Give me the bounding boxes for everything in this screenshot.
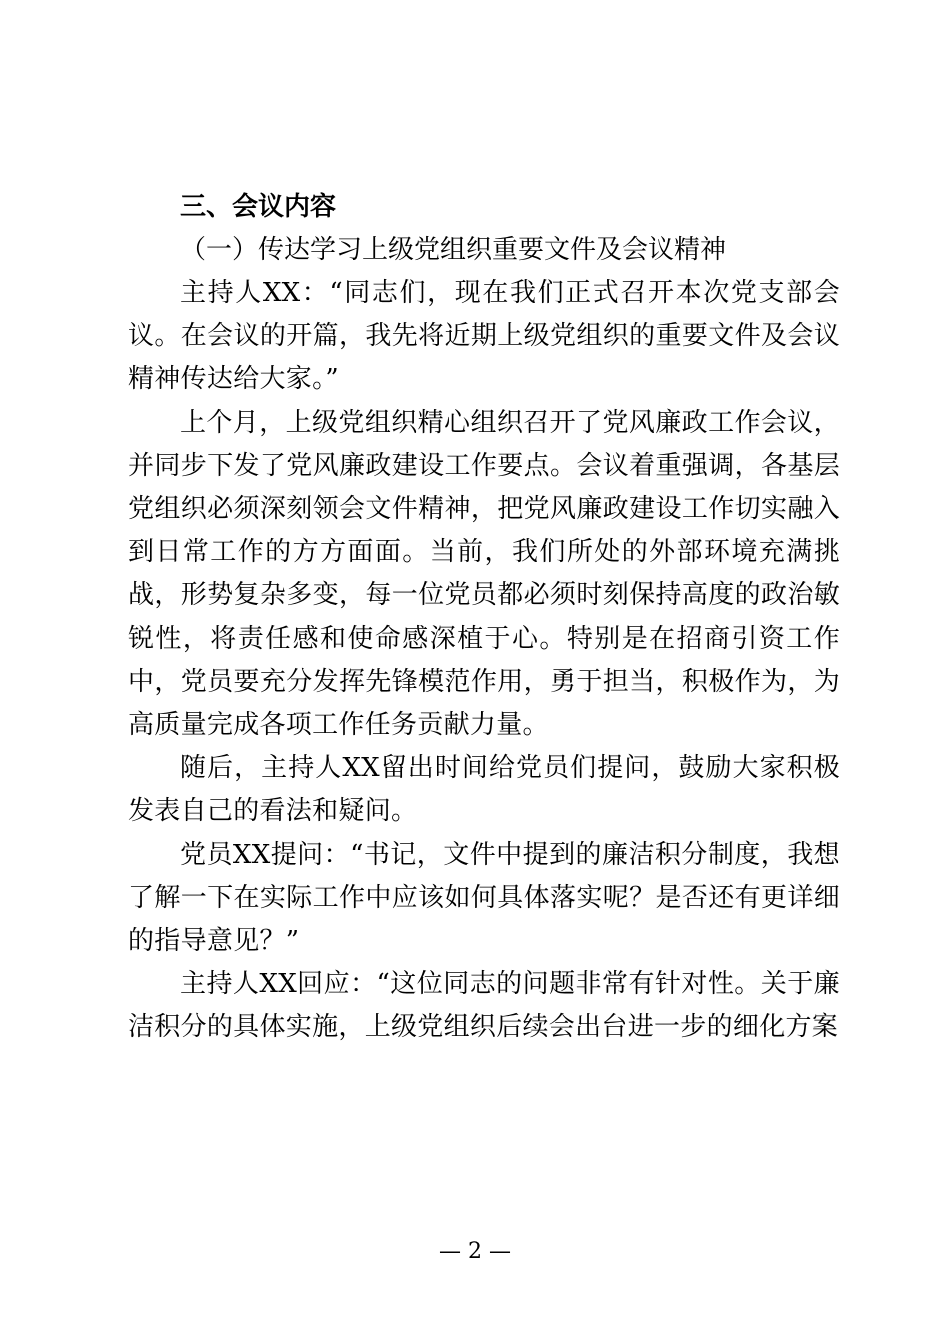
paragraph-member-question: 党员XX提问：“书记，文件中提到的廉洁积分制度，我想了解一下在实际工作中应该如何具体落实呢？是否还有更详细的指导意见？” xyxy=(128,839,840,957)
page-number: — 2 — xyxy=(439,1239,511,1264)
paragraph-host-opening: 主持人XX：“同志们，现在我们正式召开本次党支部会议。在会议的开篇，我先将近期上级党组织的重要文件及会议精神传达给大家。” xyxy=(128,278,840,395)
document-body xyxy=(128,186,840,1050)
paragraph-meeting-summary: 上个月，上级党组织精心组织召开了党风廉政工作会议，并同步下发了党风廉政建设工作要点。会议着重强调，各基层党组织必须深刻领会文件精神，把党风廉政建设工作切实融入到日常工作的方方面面。当前，我们所处的外部环境充满挑战，形势复杂多变，每一位党员都必须时刻保持高度的政治敏锐性，将责任感和使命感深植于心。特别是在招商引资工作中，党员要充分发挥先锋模范作用，勇于担当，积极作为，为高质量完成各项工作任务贡献力量。 xyxy=(128,407,840,741)
paragraph-host-response: 主持人XX回应：“这位同志的问题非常有针对性。关于廉洁积分的具体实施，上级党组织后续会出台进一步的细化方案 xyxy=(128,969,840,1043)
subsection-heading: （一）传达学习上级党组织重要文件及会议精神 xyxy=(180,235,727,265)
section-heading: 三、会议内容 xyxy=(180,192,337,222)
paragraph-question-invitation: 随后，主持人XX留出时间给党员们提问，鼓励大家积极发表自己的看法和疑问。 xyxy=(128,753,840,827)
